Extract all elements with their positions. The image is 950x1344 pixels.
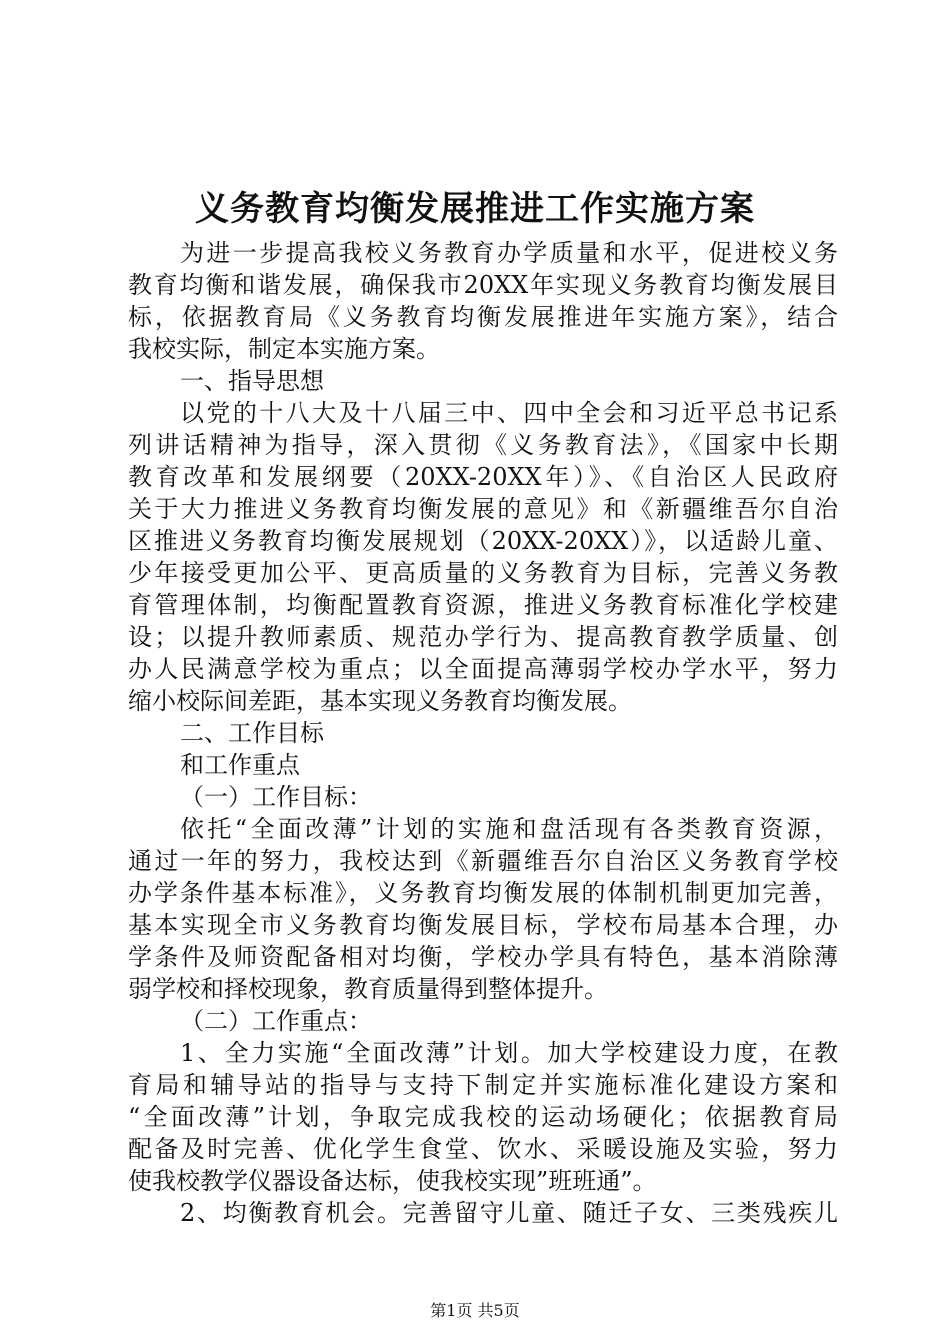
body-line: 弱学校和择校现象，教育质量得到整体提升。 bbox=[128, 975, 608, 1003]
body-line: “全面改薄”计划，争取完成我校的运动场硬化；依据教育局 bbox=[128, 1103, 838, 1131]
body-line: 1、全力实施“全面改薄”计划。加大学校建设力度，在教 bbox=[180, 1039, 838, 1067]
body-line: 为进一步提高我校义务教育办学质量和水平，促进校义务 bbox=[180, 239, 838, 267]
body-line: 区推进义务教育均衡发展规划（20XX-20XX）》，以适龄儿童、 bbox=[128, 527, 838, 555]
body-line: 一、指导思想 bbox=[180, 367, 324, 395]
body-line: （二）工作重点： bbox=[180, 1007, 372, 1035]
body-line: 关于大力推进义务教育均衡发展的意见》和《新疆维吾尔自治 bbox=[128, 495, 838, 523]
body-line: 和工作重点 bbox=[180, 751, 300, 779]
body-line: 依托“全面改薄”计划的实施和盘活现有各类教育资源， bbox=[180, 815, 838, 843]
body-line: 学条件及师资配备相对均衡，学校办学具有特色，基本消除薄 bbox=[128, 943, 838, 971]
document-body bbox=[128, 237, 838, 1229]
body-line: 基本实现全市义务教育均衡发展目标，学校布局基本合理，办 bbox=[128, 911, 838, 939]
body-line: 通过一年的努力，我校达到《新疆维吾尔自治区义务教育学校 bbox=[128, 847, 838, 875]
body-line: 育局和辅导站的指导与支持下制定并实施标准化建设方案和 bbox=[128, 1071, 838, 1099]
body-line: 使我校教学仪器设备达标，使我校实现”班班通”。 bbox=[128, 1167, 657, 1195]
body-line: 教育均衡和谐发展，确保我市20XX年实现义务教育均衡发展目 bbox=[128, 271, 838, 299]
body-line: 列讲话精神为指导，深入贯彻《义务教育法》，《国家中长期 bbox=[128, 431, 838, 459]
page-footer: 第1页 共5页 bbox=[430, 1301, 520, 1320]
body-line: 教育改革和发展纲要（20XX-20XX年）》、《自治区人民政府 bbox=[128, 463, 838, 491]
body-line: 少年接受更加公平、更高质量的义务教育为目标，完善义务教 bbox=[128, 559, 838, 587]
document-title: 义务教育均衡发展推进工作实施方案 bbox=[195, 189, 755, 229]
body-line: 标，依据教育局《义务教育均衡发展推进年实施方案》，结合 bbox=[128, 303, 838, 331]
body-line: 二、工作目标 bbox=[180, 719, 324, 747]
body-line: 以党的十八大及十八届三中、四中全会和习近平总书记系 bbox=[180, 399, 838, 427]
body-line: 我校实际，制定本实施方案。 bbox=[128, 335, 440, 363]
body-line: （一）工作目标： bbox=[180, 783, 372, 811]
body-line: 设；以提升教师素质、规范办学行为、提高教育教学质量、创 bbox=[128, 623, 838, 651]
body-line: 办人民满意学校为重点；以全面提高薄弱学校办学水平，努力 bbox=[128, 655, 838, 683]
body-line: 2、均衡教育机会。完善留守儿童、随迁子女、三类残疾儿 bbox=[180, 1199, 838, 1227]
body-line: 缩小校际间差距，基本实现义务教育均衡发展。 bbox=[128, 687, 632, 715]
body-line: 办学条件基本标准》，义务教育均衡发展的体制机制更加完善， bbox=[128, 879, 838, 907]
body-line: 育管理体制，均衡配置教育资源，推进义务教育标准化学校建 bbox=[128, 591, 838, 619]
body-line: 配备及时完善、优化学生食堂、饮水、采暖设施及实验，努力 bbox=[128, 1135, 838, 1163]
